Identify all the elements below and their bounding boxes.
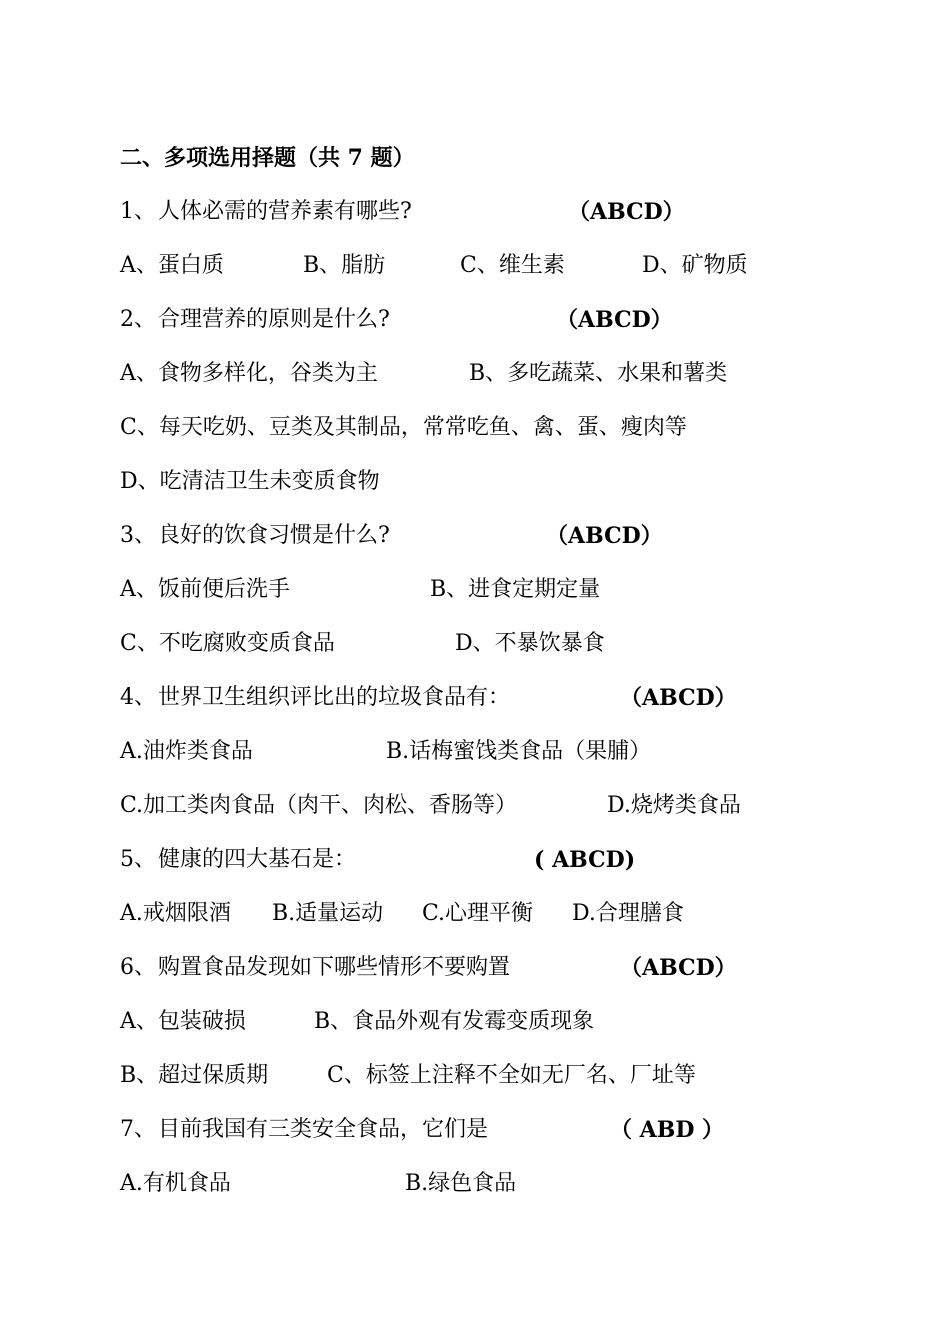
- answer-key: （ABCD）: [546, 523, 663, 549]
- option: B、进食定期定量: [430, 577, 601, 602]
- option: B.绿色食品: [405, 1171, 517, 1196]
- answer-key: （ABCD）: [568, 199, 685, 225]
- option: B.话梅蜜饯类食品（果脯）: [386, 739, 652, 764]
- section-heading-text: 二、多项选用择题（共 7 题）: [120, 145, 415, 171]
- question-text: 合理营养的原则是什么?: [158, 307, 390, 332]
- option: C、标签上注释不全如无厂名、厂址等: [327, 1063, 696, 1088]
- option: D、矿物质: [642, 253, 748, 278]
- option: D、不暴饮暴食: [455, 631, 605, 656]
- question-number: 1、: [120, 199, 156, 224]
- question-number: 7、: [120, 1117, 156, 1142]
- option: C.心理平衡: [422, 901, 534, 926]
- option: D.合理膳食: [572, 901, 684, 926]
- option: C.加工类肉食品（肉干、肉松、香肠等）: [120, 793, 518, 818]
- question-number: 3、: [120, 523, 156, 548]
- question-number: 5、: [120, 847, 156, 872]
- question-number: 4、: [120, 685, 156, 710]
- answer-key: （ABCD）: [556, 307, 673, 333]
- answer-key: ( ABCD): [534, 847, 636, 873]
- option: A、饭前便后洗手: [120, 577, 290, 602]
- option: C、不吃腐败变质食品: [120, 631, 335, 656]
- option: A.有机食品: [120, 1171, 231, 1196]
- option: A、蛋白质: [120, 253, 224, 278]
- option: B、脂肪: [303, 253, 386, 278]
- option: A.油炸类食品: [120, 739, 253, 764]
- question-text: 人体必需的营养素有哪些?: [158, 199, 412, 224]
- answer-key: （ ABD ）: [610, 1117, 725, 1143]
- option: C、维生素: [460, 253, 565, 278]
- question-number: 6、: [120, 955, 156, 980]
- option: A、包装破损: [120, 1009, 246, 1034]
- section-heading: [120, 143, 415, 173]
- answer-key: （ABCD）: [620, 685, 737, 711]
- option: A、食物多样化，谷类为主: [120, 361, 378, 386]
- question-text: 目前我国有三类安全食品，它们是: [158, 1117, 489, 1142]
- option: B、多吃蔬菜、水果和薯类: [469, 361, 728, 386]
- option: B、食品外观有发霉变质现象: [314, 1009, 595, 1034]
- option: D.烧烤类食品: [607, 793, 741, 818]
- question-text: 世界卫生组织评比出的垃圾食品有：: [158, 685, 511, 710]
- option: B、超过保质期: [120, 1063, 269, 1088]
- option: A.戒烟限酒: [120, 901, 231, 926]
- question-text: 购置食品发现如下哪些情形不要购置: [158, 955, 511, 980]
- option: D、吃清洁卫生未变质食物: [120, 469, 380, 494]
- option: B.适量运动: [272, 901, 384, 926]
- question-text: 良好的饮食习惯是什么?: [158, 523, 390, 548]
- question-text: 健康的四大基石是：: [158, 847, 357, 872]
- answer-key: （ABCD）: [620, 955, 737, 981]
- option: C、每天吃奶、豆类及其制品，常常吃鱼、禽、蛋、瘦肉等: [120, 415, 687, 440]
- question-number: 2、: [120, 307, 156, 332]
